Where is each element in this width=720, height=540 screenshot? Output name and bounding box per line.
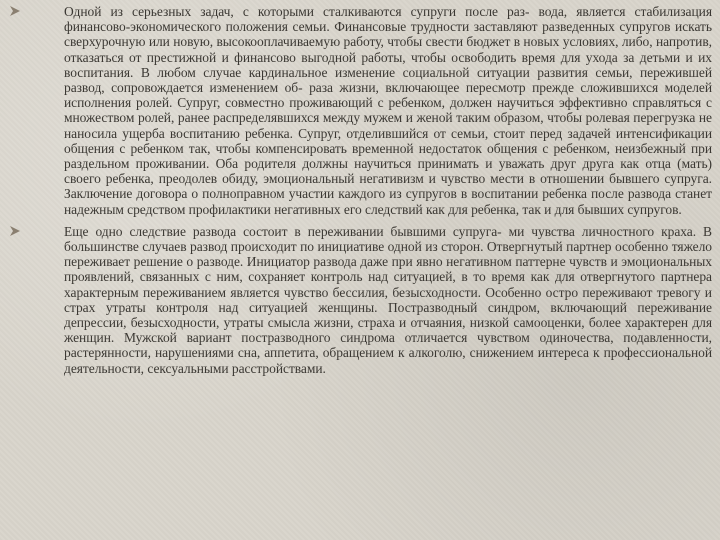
bullet-arrow-icon [9, 5, 21, 17]
bullet-item-financial [8, 4, 712, 217]
bullet-text: Еще одно следствие развода состоит в переживании бывшими супруга- ми чувства личностного краха. В большинстве случаев развод происходит по инициативе одной из сторон. Отвергнутый партнер особенно тяжело переживает решение о разводе. Инициатор развода даже при явно негативном паттерне чувств и эмоциональных проявлений, связанных с ним, сохраняет контроль над ситуацией, в то время как для отвергнутого партнера характерным переживанием является чувство бессилия, безысходности. Особенно остро переживают тревогу и страх утраты контроля над ситуацией женщины. Постразводный синдром, включающий переживание депрессии, безысходности, утраты смысла жизни, страха и отчаяния, низкой самооценки, более характерен для женщин. Мужской вариант постразводного синдрома отличается чувством одиночества, подавленности, растерянности, нарушениями сна, аппетита, обращением к алкоголю, снижением интереса к профессиональной деятельности, сексуальными расстройствами. [64, 223, 712, 376]
bullet-text: Одной из серьезных задач, с которыми сталкиваются супруги после раз- вода, является стабилизация финансово-экономического положения семьи. Финансовые трудности заставляют разведенных супругов искать сверхурочную или новую, высокооплачиваемую работу, чтобы свести бюджет в новых условиях, либо, напротив, отказаться от престижной и финансово выгодной работы, чтобы освободить время для ухода за детьми и их воспитания. В любом случае кардинальное изменение социальной ситуации развития семьи, пережившей развод, сопровождается изменением об- раза жизни, включающее пересмотр прежде сложившихся моделей исполнения ролей. Супруг, совместно проживающий с ребенком, должен научиться эффективно справляться с множеством ролей, ранее распределявшихся между мужем и женой таким образом, чтобы ролевая перегрузка не наносила ущерба воспитанию ребенка. Супруг, отделившийся от семьи, стоит перед задачей интенсификации общения с ребенком так, чтобы компенсировать временной недостаток общения с ребенком, неизбежный при раздельном проживании. Оба родителя должны научиться принимать и уважать друг друга как отца (мать) своего ребенка, преодолев обиду, эмоциональный негативизм и чувство мести в отношении бывшего супруга. Заключение договора о полноправном участии каждого из супругов в воспитании ребенка после развода станет надежным средством профилактики негативных его следствий как для ребенка, так и для бывших супругов. [64, 4, 712, 217]
bullet-item-personal-crisis [8, 224, 712, 376]
bullet-arrow-icon [9, 225, 21, 237]
bullet-list [8, 4, 712, 376]
